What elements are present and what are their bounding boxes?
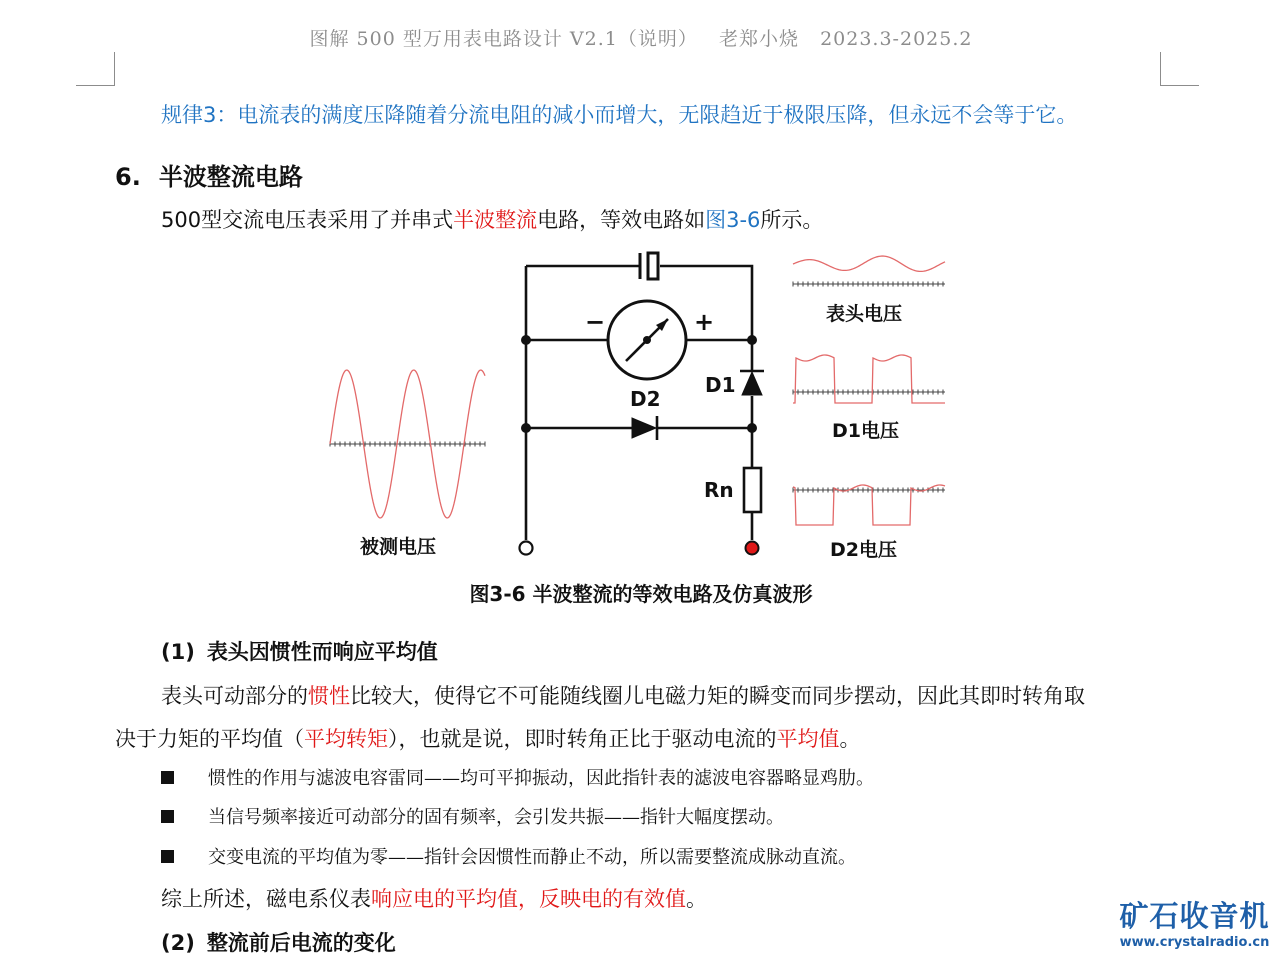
bullet-square-icon	[161, 810, 174, 823]
rule-3-text: 规律3：电流表的满度压降随着分流电阻的减小而增大，无限趋近于极限压降，但永远不会等于它。	[161, 103, 1078, 127]
input-waveform	[330, 370, 485, 518]
subsection-1-title: 表头因惯性而响应平均值	[206, 640, 438, 664]
summary-paragraph	[161, 883, 707, 913]
subsection-2-title: 整流前后电流的变化	[206, 931, 396, 955]
watermark-logo	[1112, 898, 1277, 952]
para-highlight: 惯性	[308, 684, 350, 708]
section-number: 6.	[115, 163, 141, 191]
input-terminal-left	[520, 542, 533, 555]
para-text: ），也就是说，即时转角正比于驱动电流的	[388, 727, 777, 751]
label-input-voltage: 被测电压	[360, 536, 437, 558]
bullet-text: 交变电流的平均值为零——指针会因惯性而静止不动，所以需要整流成脉动直流。	[208, 847, 856, 868]
label-d1-voltage: D1电压	[832, 420, 899, 442]
intro-text-3: 所示。	[760, 208, 824, 232]
figure-caption: 图3-6 半波整流的等效电路及仿真波形	[469, 582, 813, 606]
subsection-2-number: (2)	[161, 931, 195, 955]
meter-symbol	[608, 301, 686, 379]
intro-text-2: 电路，等效电路如	[537, 208, 706, 232]
para-text: 比较大，使得它不可能随线圈儿电磁力矩的瞬变而同步摆动，因此其即时转角取	[350, 684, 1085, 708]
label-meter-voltage: 表头电压	[826, 303, 903, 325]
label-d1: D1	[705, 373, 736, 397]
subsection-1-heading	[161, 636, 438, 666]
label-d2: D2	[630, 387, 661, 411]
bullet-item	[161, 764, 874, 790]
para-text: 决于力矩的平均值（	[115, 727, 304, 751]
para-text: 。	[839, 727, 861, 751]
para-highlight: 平均转矩	[304, 727, 388, 751]
label-d2-voltage: D2电压	[830, 539, 897, 561]
meter-plus: +	[694, 308, 715, 336]
meter-minus: −	[585, 308, 606, 336]
logo-url: www.crystalradio.cn	[1119, 935, 1270, 950]
bullet-item	[161, 843, 856, 869]
bullet-item	[161, 803, 784, 829]
intro-highlight: 半波整流	[453, 208, 538, 232]
subsection-2-heading	[161, 927, 396, 957]
summary-text: 综上所述，磁电系仪表	[161, 887, 371, 911]
capacitor-symbol	[640, 253, 658, 279]
input-terminal-right	[746, 542, 759, 555]
logo-name: 矿石收音机	[1119, 899, 1270, 933]
summary-highlight: 响应电的平均值，反映电的有效值	[371, 887, 686, 911]
paragraph-line-1	[161, 680, 1085, 710]
d2-diode-symbol	[632, 416, 657, 440]
page-header: 图解 500 型万用表电路设计 V2.1（说明） 老郑小烧 2023.3-2025.2	[309, 28, 973, 50]
subsection-1-number: (1)	[161, 640, 195, 664]
label-rn: Rn	[704, 478, 734, 502]
bullet-text: 惯性的作用与滤波电容雷同——均可平抑振动，因此指针表的滤波电容器略显鸡肋。	[208, 768, 874, 789]
summary-text: 。	[686, 887, 707, 911]
meter-voltage-waveform	[793, 256, 945, 286]
bullet-square-icon	[161, 850, 174, 863]
bullet-square-icon	[161, 771, 174, 784]
d2-voltage-waveform	[793, 485, 945, 525]
figure-link[interactable]: 图3-6	[705, 208, 761, 232]
d1-voltage-waveform	[793, 355, 945, 403]
para-text: 表头可动部分的	[161, 684, 308, 708]
resistor-rn-symbol	[744, 468, 761, 512]
d1-diode-symbol	[740, 371, 764, 395]
para-highlight: 平均值	[776, 727, 840, 751]
bullet-text: 当信号频率接近可动部分的固有频率，会引发共振——指针大幅度摆动。	[208, 807, 784, 828]
intro-text: 500型交流电压表采用了并串式	[161, 208, 454, 232]
paragraph-line-2	[115, 723, 861, 753]
section-title: 半波整流电路	[158, 163, 303, 191]
